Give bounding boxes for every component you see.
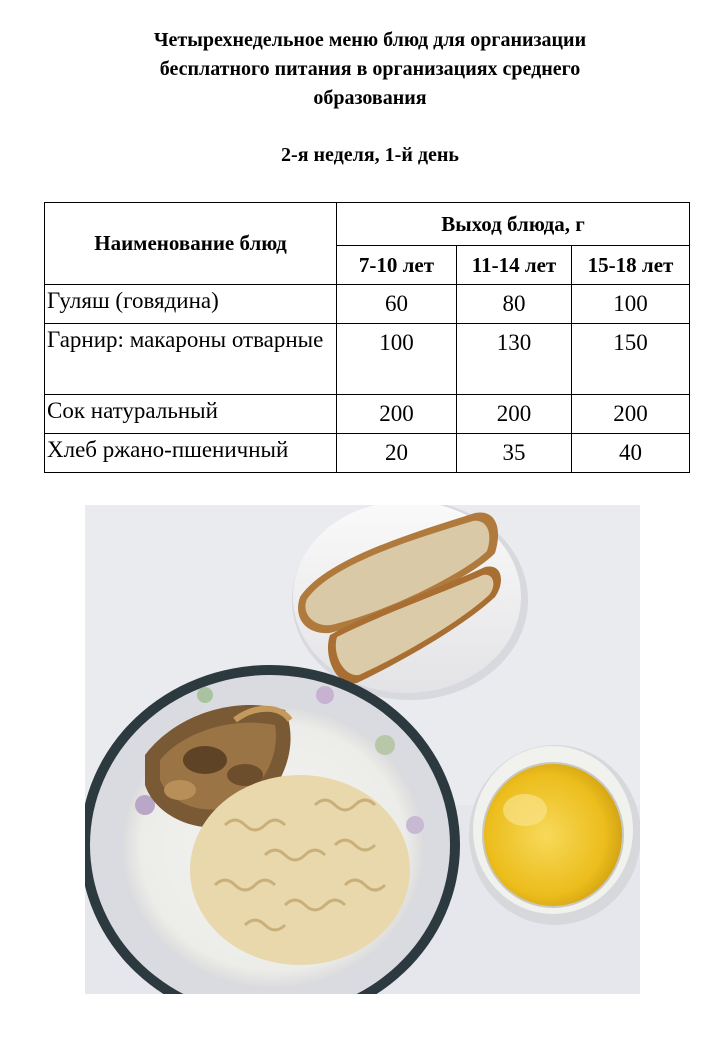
- dish-name: Хлеб ржано-пшеничный: [45, 434, 337, 473]
- meal-photo: [85, 505, 640, 994]
- header-age-15-18: 15-18 лет: [572, 246, 690, 285]
- menu-table: [44, 202, 690, 473]
- yield-value: 60: [337, 285, 457, 324]
- header-age-7-10: 7-10 лет: [337, 246, 457, 285]
- yield-value: 35: [457, 434, 572, 473]
- yield-value: 80: [457, 285, 572, 324]
- header-dish-name: Наименование блюд: [45, 203, 337, 285]
- table-row: [45, 434, 690, 473]
- table-row: [45, 324, 690, 395]
- header-age-11-14: 11-14 лет: [457, 246, 572, 285]
- juice-glass: [469, 745, 640, 925]
- yield-value: 20: [337, 434, 457, 473]
- title-line: образования: [313, 87, 427, 109]
- yield-value: 130: [457, 324, 572, 395]
- dish-name: Гарнир: макароны отварные: [45, 324, 337, 395]
- table-row: [45, 285, 690, 324]
- yield-value: 200: [457, 395, 572, 434]
- document-title: [60, 26, 680, 113]
- dish-name: Сок натуральный: [45, 395, 337, 434]
- title-line: Четырехнедельное меню блюд для организации: [153, 29, 587, 51]
- table-row: [45, 395, 690, 434]
- yield-value: 100: [337, 324, 457, 395]
- header-yield: Выход блюда, г: [337, 203, 690, 246]
- bread-bowl: [292, 505, 528, 700]
- pasta: [190, 775, 410, 965]
- yield-value: 100: [572, 285, 690, 324]
- title-line: бесплатного питания в организациях среднего: [159, 58, 581, 80]
- dish-name: Гуляш (говядина): [45, 285, 337, 324]
- yield-value: 40: [572, 434, 690, 473]
- yield-value: 200: [572, 395, 690, 434]
- week-day-subtitle: 2-я неделя, 1-й день: [281, 144, 459, 166]
- yield-value: 150: [572, 324, 690, 395]
- yield-value: 200: [337, 395, 457, 434]
